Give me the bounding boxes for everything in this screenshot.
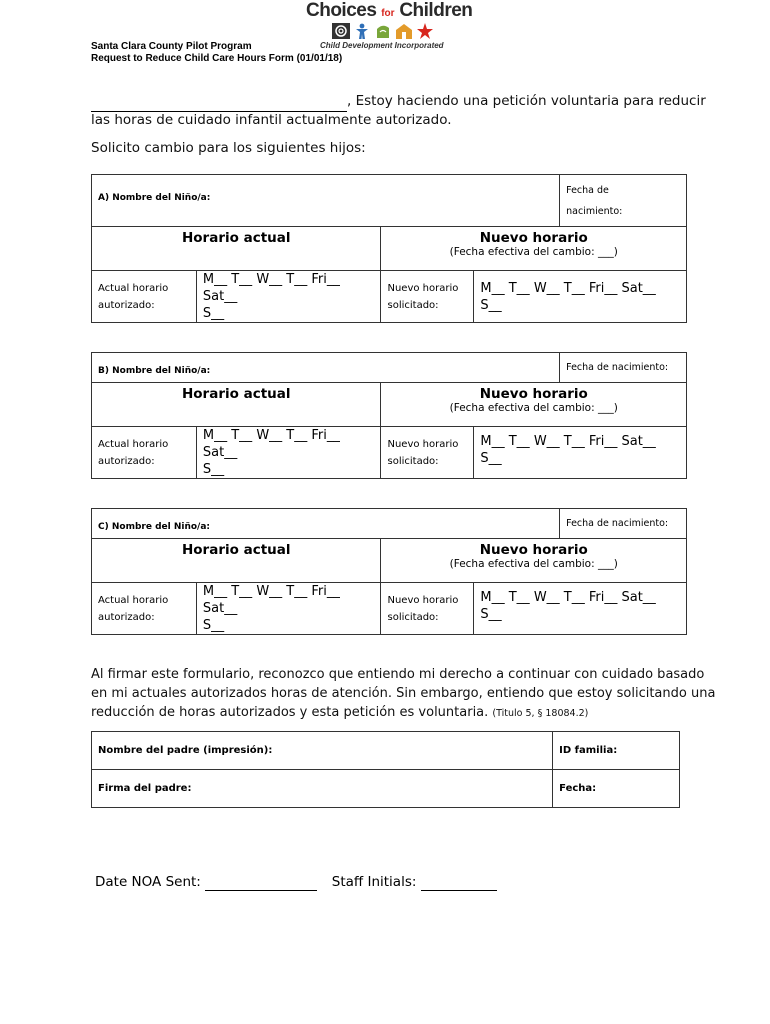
child-b-current-label-2: autorizado: (98, 455, 155, 467)
child-a-current-label-1: Actual horario (98, 282, 169, 294)
child-a-current-days-1: M__ T__ W__ T__ Fri__ Sat__ (202, 272, 340, 304)
child-b-name-cell[interactable] (92, 353, 560, 383)
logo-child-figure-icon (353, 23, 371, 39)
parent-name-label: Nombre del padre (impresión): (98, 745, 273, 756)
child-c-dob-cell[interactable] (560, 509, 687, 539)
logo-icons (332, 23, 434, 39)
child-c-current-days-1: M__ T__ W__ T__ Fri__ Sat__ (202, 584, 340, 616)
child-a-new-label-2: solicitado: (387, 299, 439, 311)
parent-signature-cell[interactable] (92, 770, 553, 808)
child-c-table (91, 508, 687, 635)
intro-line-1-text: , Estoy haciendo una petición voluntaria para reducir (347, 93, 706, 109)
child-c-effective-date[interactable]: (Fecha efectiva del cambio: ___) (449, 558, 618, 570)
child-c-new-label-2: solicitado: (387, 611, 439, 623)
child-b-dob-label: Fecha de nacimiento: (566, 362, 669, 373)
intro-line-2: las horas de cuidado infantil actualmente autorizado. (91, 112, 452, 128)
child-a-current-header (92, 227, 381, 271)
child-c-current-label-1: Actual horario (98, 594, 169, 606)
program-name: Santa Clara County Pilot Program (91, 41, 252, 52)
child-a-new-header (381, 227, 687, 271)
child-a-table (91, 174, 687, 323)
child-b-current-label-cell (92, 427, 197, 479)
family-id-label: ID familia: (559, 745, 618, 756)
noa-sent-blank[interactable] (205, 874, 317, 891)
staff-initials-label: Staff Initials: (331, 874, 417, 890)
child-c-new-title: Nuevo horario (479, 542, 588, 558)
child-a-new-days-cell[interactable] (474, 271, 687, 323)
child-c-new-days-1: M__ T__ W__ T__ Fri__ Sat__ S__ (480, 590, 656, 622)
child-a-new-title: Nuevo horario (479, 230, 588, 246)
child-b-table (91, 352, 687, 479)
child-b-current-header (92, 383, 381, 427)
child-b-new-label-1: Nuevo horario (387, 438, 459, 450)
child-a-current-days-cell[interactable] (196, 271, 381, 323)
logo-spiral-icon (332, 23, 350, 39)
child-a-dob-label-1: Fecha de (566, 185, 609, 196)
child-c-current-days-cell[interactable] (196, 583, 381, 635)
child-b-new-header (381, 383, 687, 427)
child-c-dob-label: Fecha de nacimiento: (566, 518, 669, 529)
form-title: Request to Reduce Child Care Hours Form (01/01/18) (91, 53, 343, 64)
child-a-new-days-2: S__ (480, 297, 502, 313)
child-c-name-label: C) Nombre del Niño/a: (98, 522, 210, 532)
child-a-new-label-cell (381, 271, 474, 323)
intro-line-3: Solicito cambio para los siguientes hijos: (91, 140, 366, 156)
child-c-current-days-2: S__ (202, 618, 225, 633)
child-a-current-days-2: S__ (202, 306, 225, 321)
child-b-current-days-1: M__ T__ W__ T__ Fri__ Sat__ (202, 428, 340, 460)
logo-word-children: Children (399, 0, 473, 21)
logo-star-icon (416, 23, 434, 39)
parent-name-blank[interactable] (91, 92, 347, 112)
child-b-dob-cell[interactable] (560, 353, 687, 383)
family-id-cell[interactable] (553, 732, 680, 770)
logo-hand-icon (374, 23, 392, 39)
acknowledgement-citation: (Titulo 5, § 18084.2) (492, 708, 589, 719)
child-a-current-label-2: autorizado: (98, 299, 155, 311)
acknowledgement-line-1: Al firmar este formulario, reconozco que entiendo mi derecho a continuar con cuidado basado (91, 667, 705, 682)
child-a-name-label: A) Nombre del Niño/a: (98, 193, 211, 203)
child-c-name-cell[interactable] (92, 509, 560, 539)
child-a-dob-cell[interactable] (560, 175, 687, 227)
acknowledgement-line-2: en mi actuales autorizados horas de atención. Sin embargo, entiendo que estoy solicitando una (91, 686, 716, 701)
child-b-new-days-cell[interactable] (474, 427, 687, 479)
child-a-current-title: Horario actual (181, 230, 291, 246)
parent-signature-label: Firma del padre: (98, 783, 192, 794)
child-a-dob-label-2: nacimiento: (566, 206, 623, 217)
child-c-new-header (381, 539, 687, 583)
parent-name-cell[interactable] (92, 732, 553, 770)
child-b-current-title: Horario actual (181, 386, 291, 402)
child-a-new-label-1: Nuevo horario (387, 282, 459, 294)
child-c-current-title: Horario actual (181, 542, 291, 558)
child-a-new-days-1: M__ T__ W__ T__ Fri__ Sat__ (480, 280, 656, 296)
logo-subtitle: Child Development Incorporated (320, 41, 444, 50)
logo-word-choices: Choices (306, 0, 377, 21)
acknowledgement-line-3 (91, 703, 588, 723)
child-b-effective-date[interactable]: (Fecha efectiva del cambio: ___) (449, 402, 618, 414)
acknowledgement-line-3-text: reducción de horas autorizados y esta petición es voluntaria. (91, 705, 489, 720)
office-use-footer (95, 874, 497, 891)
choices-for-children-logo (300, 0, 473, 56)
date-label: Fecha: (559, 783, 597, 794)
child-c-new-label-cell (381, 583, 474, 635)
child-c-new-label-1: Nuevo horario (387, 594, 459, 606)
logo-wordmark (306, 0, 472, 22)
staff-initials-blank[interactable] (421, 874, 497, 891)
logo-word-for: for (381, 8, 395, 19)
child-a-name-cell[interactable] (92, 175, 560, 227)
parent-info-table (91, 731, 680, 808)
child-b-current-label-1: Actual horario (98, 438, 169, 450)
child-c-current-header (92, 539, 381, 583)
child-b-current-days-cell[interactable] (196, 427, 381, 479)
child-c-current-label-2: autorizado: (98, 611, 155, 623)
child-a-effective-date[interactable]: (Fecha efectiva del cambio: ___) (449, 246, 618, 258)
child-b-current-days-2: S__ (202, 462, 225, 477)
child-b-new-title: Nuevo horario (479, 386, 588, 402)
child-b-new-days-1: M__ T__ W__ T__ Fri__ Sat__ S__ (480, 434, 656, 466)
intro-line-1 (91, 92, 706, 112)
child-b-new-label-2: solicitado: (387, 455, 439, 467)
child-b-new-label-cell (381, 427, 474, 479)
child-c-new-days-cell[interactable] (474, 583, 687, 635)
date-cell[interactable] (553, 770, 680, 808)
noa-sent-label: Date NOA Sent: (95, 874, 201, 890)
logo-house-icon (395, 23, 413, 39)
child-a-current-label-cell (92, 271, 197, 323)
child-c-current-label-cell (92, 583, 197, 635)
child-b-name-label: B) Nombre del Niño/a: (98, 366, 211, 376)
